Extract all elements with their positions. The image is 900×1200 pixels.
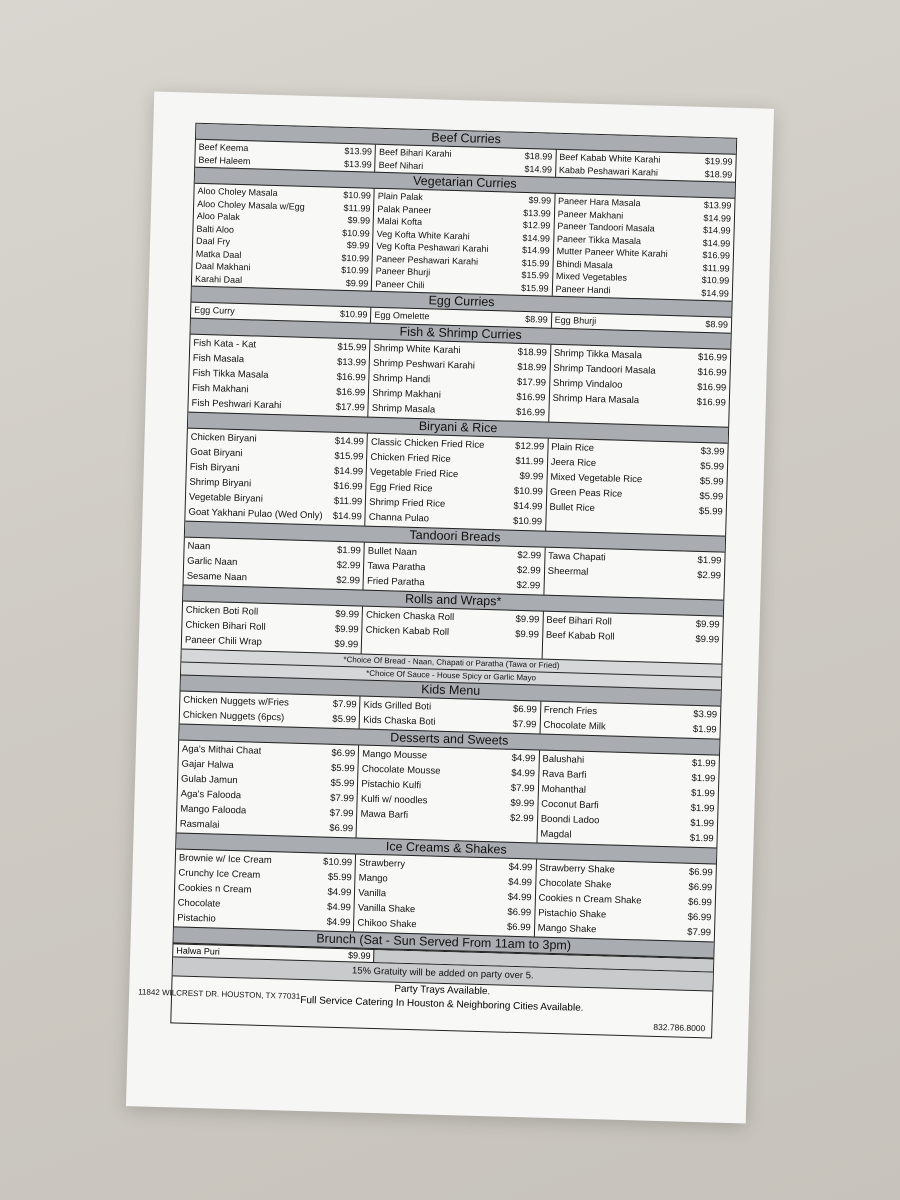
menu-item-price: $12.99 <box>522 219 551 231</box>
rolls-note2: *Choice Of Sauce - House Spicy or Garlic Mayo <box>181 661 721 689</box>
menu-item-name: Gajar Halwa <box>181 758 234 771</box>
menu-item-name: Chocolate Shake <box>538 877 612 891</box>
menu-item-name: Aloo Palak <box>196 210 240 222</box>
menu-item-name: Vanilla <box>358 887 387 899</box>
address: 11842 WILCREST DR. HOUSTON, TX 77031 <box>138 986 301 1001</box>
menu-item-name: Paneer Peshawari Karahi <box>375 253 479 267</box>
menu-column <box>188 334 369 416</box>
section-header-kids: Kids Menu <box>181 674 721 706</box>
menu-item-price: $6.99 <box>687 911 712 923</box>
menu-item-price: $18.99 <box>704 168 733 180</box>
menu-item-price: $1.99 <box>690 802 715 814</box>
menu-item-price: $16.99 <box>702 249 731 261</box>
menu-item-name: Balushahi <box>542 753 585 766</box>
menu-item-name: Egg Curry <box>194 304 235 316</box>
menu-item-name: Beef Kabab Roll <box>545 629 615 643</box>
section-header-biryani: Biryani & Rice <box>188 411 728 443</box>
menu-item-name: Shrimp Makhani <box>372 387 442 401</box>
menu-item-name: Green Peas Rice <box>549 486 623 500</box>
menu-item-name: Fish Masala <box>192 352 245 365</box>
menu-item-price: $7.99 <box>512 718 537 730</box>
menu-item-name: Mutter Paneer White Karahi <box>556 245 668 259</box>
menu-item-price: $9.99 <box>528 195 552 206</box>
menu-item-name: Vegetable Fried Rice <box>369 466 459 480</box>
menu-item-name: Egg Omelette <box>374 309 430 322</box>
menu-column <box>184 537 365 589</box>
menu-item-price: $5.99 <box>330 777 355 789</box>
menu-item-price: $15.99 <box>521 257 550 269</box>
brunch-item-name: Halwa Puri <box>176 944 220 957</box>
menu-item-name: Kabab Peshawari Karahi <box>558 164 659 178</box>
menu-item-price: $5.99 <box>330 762 355 774</box>
menu-item-price: $10.99 <box>342 227 370 239</box>
menu-item-name: Balti Aloo <box>196 223 235 235</box>
menu-item-price: $7.99 <box>330 792 355 804</box>
brunch-header: Brunch (Sat - Sun Served From 11am to 3pm) <box>174 926 714 958</box>
menu-item-price: $2.99 <box>516 579 541 592</box>
menu-item-name: Shrimp White Karahi <box>373 342 461 356</box>
menu-item-price: $6.99 <box>506 921 531 933</box>
menu-item-price: $6.99 <box>688 866 713 878</box>
menu-item-price: $16.99 <box>696 396 726 409</box>
menu-item-price: $5.99 <box>700 460 725 473</box>
menu-paper <box>126 92 774 1124</box>
menu-item-name: Classic Chicken Fried Rice <box>370 436 485 451</box>
menu-item-price: $5.99 <box>327 871 352 883</box>
menu-item-price: $1.99 <box>689 832 714 844</box>
menu-item-name: Channa Pulao <box>368 511 430 524</box>
menu-item-name: Magdal <box>540 828 572 840</box>
menu-item-price: $2.99 <box>697 569 722 582</box>
menu-item-price: $14.99 <box>513 500 543 513</box>
menu-table <box>138 123 737 1038</box>
menu-item-name: Mixed Vegetable Rice <box>550 471 643 485</box>
menu-item-price: $9.99 <box>346 239 370 251</box>
menu-column <box>182 601 363 653</box>
menu-item-name: Coconut Barfi <box>541 798 599 811</box>
menu-item-price: $16.99 <box>336 386 366 399</box>
menu-item-price: $5.99 <box>699 475 724 488</box>
menu-item-price: $16.99 <box>515 406 546 419</box>
menu-item-price: $13.99 <box>523 207 551 219</box>
menu-column <box>541 611 723 663</box>
menu-item-price: $10.99 <box>341 252 370 264</box>
menu-column <box>551 194 734 301</box>
menu-item-price: $11.99 <box>515 455 544 468</box>
menu-item-price: $14.99 <box>524 163 553 175</box>
party-trays-note: Party Trays Available. <box>394 983 491 997</box>
menu-item-name: Chocolate <box>177 897 221 910</box>
menu-item-name: Beef Keema <box>198 141 249 154</box>
menu-item-name: Chicken Fried Rice <box>370 451 451 465</box>
menu-column <box>177 740 359 837</box>
menu-item-price: $5.99 <box>698 505 723 518</box>
menu-item-price: $2.99 <box>509 812 534 824</box>
menu-item-price: $4.99 <box>508 861 533 873</box>
menu-item-price: $13.99 <box>344 158 372 170</box>
menu-item-price: $16.99 <box>333 480 363 493</box>
menu-item-price: $9.99 <box>695 618 720 631</box>
menu-item-price: $1.99 <box>692 723 717 735</box>
menu-item-price: $16.99 <box>697 366 727 379</box>
menu-item-name: Cookies n Cream Shake <box>538 892 642 906</box>
menu-item-name: Mohanthal <box>541 783 587 796</box>
menu-column <box>534 859 716 941</box>
menu-item-price: $14.99 <box>333 465 364 478</box>
menu-item-name: Garlic Naan <box>187 555 238 568</box>
menu-item-name: Strawberry Shake <box>539 862 616 876</box>
menu-item-price: $13.99 <box>344 145 373 157</box>
menu-item-name: Paneer Tikka Masala <box>556 233 642 246</box>
section-header-desserts: Desserts and Sweets <box>179 723 719 755</box>
menu-item-name: Bhindi Masala <box>556 258 613 270</box>
menu-column <box>555 150 736 182</box>
menu-item-price: $11.99 <box>702 262 730 274</box>
menu-item-price: $16.99 <box>697 381 727 394</box>
menu-column <box>543 547 725 599</box>
rolls-note1: *Choice Of Bread - Naan, Chapati or Paratha (Tawa or Fried) <box>181 648 721 676</box>
menu-item-price: $9.99 <box>519 470 544 483</box>
menu-item-price: $9.99 <box>334 638 359 650</box>
menu-item-name: Rava Barfi <box>541 768 587 781</box>
menu-item-price: $4.99 <box>511 752 536 764</box>
menu-item-price: $9.99 <box>335 608 360 620</box>
menu-item-price: $14.99 <box>701 287 730 299</box>
menu-item-name: Shrimp Tandoori Masala <box>553 362 656 377</box>
menu-item-price: $9.99 <box>515 628 540 640</box>
menu-item-price: $17.99 <box>335 401 366 414</box>
section-veg <box>192 184 735 301</box>
section-header-tandoori: Tandoori Breads <box>185 520 725 552</box>
menu-item-name: Fish Kata - Kat <box>193 337 257 350</box>
section-header-fish: Fish & Shrimp Curries <box>191 317 731 349</box>
menu-item-name: Chocolate Mousse <box>361 763 441 777</box>
menu-item-price: $1.99 <box>691 772 716 784</box>
menu-item-price: $17.99 <box>516 376 547 389</box>
menu-item-name: French Fries <box>543 704 598 717</box>
menu-column <box>539 701 720 738</box>
menu-item-name: Fried Paratha <box>366 575 425 588</box>
menu-item-name: Tawa Paratha <box>367 560 426 573</box>
menu-item-price: $1.99 <box>691 757 716 769</box>
menu-item-name: Chicken Nuggets w/Fries <box>183 694 290 709</box>
menu-item-price: $15.99 <box>521 269 550 281</box>
menu-item-name: Shrimp Hara Masala <box>552 392 640 406</box>
menu-item-name: Beef Bihari Roll <box>546 614 612 628</box>
menu-item-name: Shrimp Peshwari Karahi <box>372 357 476 372</box>
gratuity-note: 15% Gratuity will be added on party over 5. <box>173 956 713 990</box>
menu-item-price: $14.99 <box>334 435 365 448</box>
menu-item-name: Sheermal <box>547 565 589 578</box>
menu-item-name: Daal Fry <box>196 235 231 247</box>
menu-item-name: Paneer Bhurji <box>375 265 431 278</box>
menu-item-name: Paneer Chili <box>375 278 425 290</box>
menu-item-name: Paneer Tandoori Masala <box>557 220 655 234</box>
menu-item-price: $6.99 <box>331 747 356 759</box>
section-header-beef: Beef Curries <box>196 124 736 155</box>
menu-column <box>374 145 555 177</box>
menu-item-price: $12.99 <box>514 440 545 453</box>
menu-item-price: $18.99 <box>517 346 547 359</box>
menu-item-name: Pistachio Shake <box>538 907 607 920</box>
menu-item-name: Fish Biryani <box>189 461 240 474</box>
menu-item-name: Beef Nihari <box>378 159 424 171</box>
menu-item-price: $9.99 <box>334 623 359 635</box>
menu-item-name: Cookies n Cream <box>177 882 252 896</box>
menu-column <box>371 189 554 296</box>
menu-item-price: $9.99 <box>510 797 535 809</box>
menu-item-price: $16.99 <box>336 371 366 384</box>
menu-item-name: Goat Biryani <box>190 446 243 459</box>
menu-item-name: Shrimp Fried Rice <box>369 496 446 510</box>
menu-item-name: Mango Shake <box>537 922 597 935</box>
section-header-icecream: Ice Creams & Shakes <box>176 832 716 864</box>
menu-column <box>185 428 367 525</box>
menu-item-price: $18.99 <box>524 150 553 162</box>
menu-item-name: Shrimp Handi <box>372 372 431 385</box>
menu-item-price: $4.99 <box>326 901 352 913</box>
menu-item-name: Aloo Choley Masala w/Egg <box>197 198 305 212</box>
menu-item-name: Fish Tikka Masala <box>192 367 269 381</box>
menu-item-price: $14.99 <box>702 237 731 249</box>
menu-item-name: Bullet Naan <box>367 545 418 558</box>
menu-item-price: $3.99 <box>693 708 718 720</box>
section-header-veg: Vegetarian Curries <box>195 167 735 199</box>
menu-column <box>363 542 545 594</box>
menu-item-name: Egg Bhurji <box>554 314 597 326</box>
menu-item-price: $14.99 <box>522 232 551 244</box>
menu-item-price: $16.99 <box>516 391 546 404</box>
menu-item-name: Shrimp Biryani <box>189 476 252 489</box>
menu-item-price: $7.99 <box>332 698 357 710</box>
menu-item-name: Chicken Kabab Roll <box>365 624 450 638</box>
menu-item-price: $6.99 <box>329 822 354 834</box>
menu-column <box>368 339 550 421</box>
menu-item-name: Crunchy Ice Cream <box>178 867 261 881</box>
menu-item-price: $1.99 <box>697 554 722 567</box>
menu-item-name: Brownie w/ Ice Cream <box>178 852 272 866</box>
section-icecream <box>174 849 716 941</box>
menu-sections <box>174 124 736 941</box>
menu-item-name: Chicken Biryani <box>190 431 257 445</box>
menu-item-price: $9.99 <box>345 277 369 289</box>
phone-number: 832.786.8000 <box>653 1021 706 1033</box>
menu-item-name: Gulab Jamun <box>180 773 238 786</box>
menu-item-price: $15.99 <box>337 341 367 354</box>
menu-item-price: $19.99 <box>704 155 733 167</box>
menu-item-price: $7.99 <box>687 926 712 938</box>
menu-item-price: $5.99 <box>699 490 724 503</box>
menu-item-name: Pistachio Kulfi <box>361 778 422 791</box>
menu-item-name: Shrimp Tikka Masala <box>553 347 643 361</box>
menu-item-name: Egg Fried Rice <box>369 481 433 494</box>
menu-item-name: Aga's Falooda <box>180 788 242 801</box>
menu-item-price: $7.99 <box>510 782 535 794</box>
menu-column <box>359 696 540 733</box>
menu-item-price: $10.99 <box>513 485 544 498</box>
menu-item-price: $6.99 <box>512 703 537 715</box>
menu-item-price: $1.99 <box>690 787 716 799</box>
menu-column <box>356 745 539 842</box>
menu-item-name: Kulfi w/ noodles <box>360 793 428 806</box>
menu-item-name: Bullet Rice <box>549 501 596 514</box>
menu-item-name: Veg Kofta White Karahi <box>376 228 470 241</box>
menu-item-name: Plain Palak <box>377 190 423 203</box>
menu-item-name: Chocolate Milk <box>543 719 606 732</box>
menu-item-name: Paneer Hara Masala <box>557 195 641 209</box>
menu-column <box>536 750 719 847</box>
menu-item-price: $6.99 <box>507 906 532 918</box>
menu-item-price: $4.99 <box>507 891 532 903</box>
menu-item-name: Malai Kofta <box>376 215 423 228</box>
menu-item-price: $9.99 <box>515 613 540 625</box>
section-desserts <box>177 740 719 847</box>
menu-item-price: $8.99 <box>525 313 548 325</box>
menu-item-price: $16.99 <box>697 351 728 364</box>
menu-item-price: $6.99 <box>687 896 713 908</box>
menu-item-price: $6.99 <box>688 881 713 893</box>
catering-note: Full Service Catering In Houston & Neighboring Cities Available. <box>300 994 584 1014</box>
menu-item-name: Chicken Bihari Roll <box>185 619 266 633</box>
menu-column <box>361 606 543 658</box>
menu-item-name: Chicken Chaska Roll <box>365 609 455 623</box>
menu-item-name: Mango <box>358 872 388 884</box>
menu-column <box>180 691 360 728</box>
menu-item-name: Boondi Ladoo <box>540 813 600 826</box>
menu-item-name: Fish Makhani <box>191 382 249 395</box>
menu-item-name: Goat Yakhani Pulao (Wed Only) <box>188 506 323 521</box>
menu-item-price: $2.99 <box>516 564 541 577</box>
menu-item-price: $14.99 <box>521 244 550 256</box>
menu-item-price: $15.99 <box>334 450 364 463</box>
menu-item-price: $11.99 <box>333 495 363 508</box>
menu-item-name: Naan <box>187 540 211 552</box>
menu-item-name: Strawberry <box>359 857 406 870</box>
menu-item-price: $10.99 <box>339 308 368 320</box>
menu-item-price: $14.99 <box>702 224 731 236</box>
menu-item-price: $13.99 <box>703 199 732 211</box>
menu-item-price: $2.99 <box>336 574 361 586</box>
menu-item-price: $5.99 <box>332 713 357 725</box>
menu-item-price: $9.99 <box>347 214 371 226</box>
menu-item-name: Kids Grilled Boti <box>363 699 432 713</box>
menu-item-price: $10.99 <box>701 274 730 286</box>
section-header-rolls: Rolls and Wraps* <box>183 584 723 616</box>
menu-item-name: Mixed Vegetables <box>555 270 628 283</box>
menu-item-name: Jeera Rice <box>550 456 597 469</box>
menu-column <box>353 854 535 936</box>
menu-item-price: $7.99 <box>329 807 354 819</box>
menu-item-price: $4.99 <box>326 916 351 928</box>
brunch-item-price: $9.99 <box>347 949 371 961</box>
menu-item-name: Palak Paneer <box>377 203 432 215</box>
menu-item-name: Daal Makhani <box>195 260 251 273</box>
menu-item-name: Fish Peshwari Karahi <box>191 397 282 411</box>
menu-item-name: Kids Chaska Boti <box>363 714 436 728</box>
menu-item-price: $10.99 <box>512 515 543 528</box>
menu-item-name: Mango Mousse <box>362 748 428 761</box>
menu-item-price: $4.99 <box>327 886 352 898</box>
menu-item-name: Paneer Makhani <box>557 208 624 221</box>
menu-item-name: Mango Falooda <box>180 803 247 816</box>
menu-item-name: Plain Rice <box>551 441 595 454</box>
menu-item-name: Beef Haleem <box>198 154 251 166</box>
menu-item-price: $1.99 <box>690 817 715 829</box>
menu-item-price: $15.99 <box>520 282 549 294</box>
menu-item-name: Matka Daal <box>195 248 242 260</box>
menu-item-price: $4.99 <box>508 876 533 888</box>
menu-item-name: Shrimp Masala <box>371 402 436 416</box>
menu-item-name: Aga's Mithai Chaat <box>181 743 262 757</box>
menu-item-name: Rasmalai <box>179 818 220 831</box>
menu-item-name: Chicken Boti Roll <box>185 604 259 618</box>
menu-column <box>195 140 375 172</box>
menu-item-price: $2.99 <box>336 559 361 571</box>
menu-item-price: $18.99 <box>517 361 547 374</box>
menu-item-name: Vanilla Shake <box>357 902 416 915</box>
menu-item-price: $11.99 <box>343 202 371 214</box>
section-biryani <box>185 428 727 535</box>
menu-item-price: $14.99 <box>703 212 732 224</box>
menu-item-name: Chikoo Shake <box>357 917 417 930</box>
menu-item-price: $13.99 <box>336 356 367 369</box>
menu-column <box>365 433 548 530</box>
section-fish <box>188 334 730 426</box>
menu-item-price: $9.99 <box>695 633 720 646</box>
menu-column <box>174 849 355 931</box>
menu-item-name: Karahi Daal <box>194 273 243 285</box>
menu-item-name: Pistachio <box>177 912 216 925</box>
menu-item-name: Beef Kabab White Karahi <box>559 151 661 165</box>
menu-item-price: $2.99 <box>517 549 542 562</box>
menu-item-name: Mawa Barfi <box>360 808 409 821</box>
menu-item-price: $10.99 <box>341 264 369 276</box>
menu-item-price: $10.99 <box>322 856 353 868</box>
menu-item-name: Vegetable Biryani <box>188 491 264 505</box>
menu-item-name: Paneer Handi <box>555 283 611 295</box>
menu-item-price: $3.99 <box>700 445 725 458</box>
menu-item-price: $4.99 <box>511 767 536 779</box>
section-header-egg: Egg Curries <box>191 286 731 318</box>
menu-item-name: Veg Kofta Peshawari Karahi <box>376 240 489 254</box>
menu-column <box>548 344 730 426</box>
menu-item-name: Tawa Chapati <box>547 550 606 563</box>
menu-item-name: Sesame Naan <box>186 570 248 583</box>
menu-item-name: Shrimp Vindaloo <box>552 377 623 391</box>
menu-item-price: $1.99 <box>336 544 362 556</box>
menu-item-price: $10.99 <box>343 189 371 201</box>
menu-item-price: $14.99 <box>332 510 362 523</box>
menu-item-name: Aloo Choley Masala <box>197 185 278 199</box>
menu-column <box>545 438 728 535</box>
menu-item-price: $8.99 <box>705 319 729 330</box>
menu-column <box>192 184 374 291</box>
menu-item-name: Beef Bihari Karahi <box>378 146 452 159</box>
menu-item-name: Chicken Nuggets (6pcs) <box>182 709 285 723</box>
menu-item-name: Paneer Chili Wrap <box>184 634 263 648</box>
